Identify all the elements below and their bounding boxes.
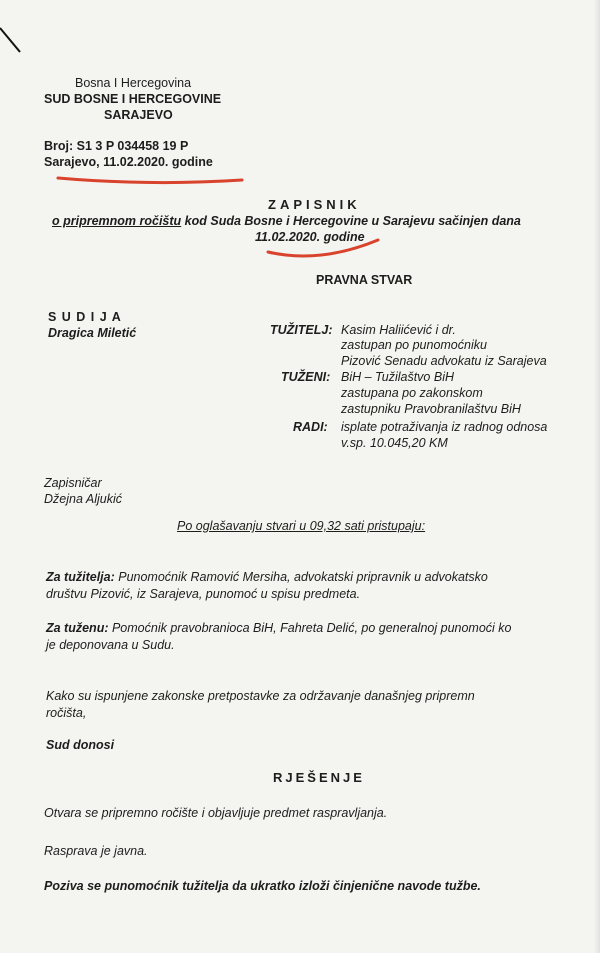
defendant-appearance-label: Za tuženu: [46, 621, 109, 635]
reason-line: v.sp. 10.045,20 KM [341, 436, 448, 450]
reason-line: isplate potraživanja iz radnog odnosa [341, 420, 548, 434]
defendant-line: zastupniku Pravobranilaštvu BiH [341, 402, 521, 416]
judge-label: S U D I J A [48, 310, 122, 324]
judge-name: Dragica Miletić [48, 326, 137, 340]
subtitle-rest: kod Suda Bosne i Hercegovine u Sarajevu sačinjen dana [181, 214, 521, 228]
defendant-appearance-line-1 [46, 620, 512, 637]
preconditions-line-2: ročišta, [46, 706, 87, 720]
decision-line: Rasprava je javna. [44, 844, 148, 858]
plaintiff-appearance-line-2: društvu Pizović, iz Sarajeva, punomoć u spisu predmeta. [46, 587, 361, 601]
plaintiff-label: TUŽITELJ: [270, 323, 333, 337]
defendant-label: TUŽENI: [281, 370, 331, 384]
legal-matter: PRAVNA STVAR [316, 273, 413, 287]
plaintiff-line: zastupan po punomoćniku [341, 338, 487, 352]
defendant-line: BiH – Tužilaštvo BiH [341, 370, 454, 384]
place-date: Sarajevo, 11.02.2020. godine [44, 155, 213, 169]
document-title: ZAPISNIK [268, 197, 361, 212]
plaintiff-appearance-text: Punomoćnik Ramović Mersiha, advokatski pripravnik u advokatsko [114, 570, 488, 584]
defendant-appearance-text: Pomoćnik pravobranioca BiH, Fahreta Delić, po generalnoj punomoći ko [108, 621, 512, 635]
defendant-appearance-line-2: je deponovana u Sudu. [46, 638, 175, 652]
defendant-line: zastupana po zakonskom [341, 386, 483, 400]
case-number: Broj: S1 3 P 034458 19 P [44, 139, 189, 153]
title-subtitle [52, 214, 521, 229]
court-decides: Sud donosi [46, 738, 115, 752]
opening-line: Po oglašavanju stvari u 09,32 sati pristupaju: [177, 519, 426, 533]
recorder-label: Zapisničar [44, 476, 102, 490]
plaintiff-appearance-line-1 [46, 569, 488, 586]
header-country: Bosna I Hercegovina [75, 76, 192, 90]
header-city: SARAJEVO [104, 108, 173, 122]
decision-line: Poziva se punomoćnik tužitelja da ukratko izloži činjenične navode tužbe. [44, 879, 481, 893]
page-edge-shadow [594, 0, 600, 953]
plaintiff-appearance-label: Za tužitelja: [46, 570, 115, 584]
decision-line: Otvara se pripremno ročište i objavljuje predmet raspravljanja. [44, 806, 388, 820]
decision-title: RJEŠENJE [273, 770, 365, 785]
header-court: SUD BOSNE I HERCEGOVINE [44, 92, 222, 106]
subtitle-underlined: o pripremnom ročištu [52, 214, 182, 228]
recorder-name: Džejna Aljukić [44, 492, 123, 506]
plaintiff-line: Pizović Senadu advokatu iz Sarajeva [341, 354, 547, 368]
title-date: 11.02.2020. godine [255, 230, 365, 244]
plaintiff-line: Kasim Haliićević i dr. [341, 323, 456, 337]
preconditions-line-1: Kako su ispunjene zakonske pretpostavke za održavanje današnjeg pripremn [46, 689, 475, 703]
reason-label: RADI: [293, 420, 328, 434]
